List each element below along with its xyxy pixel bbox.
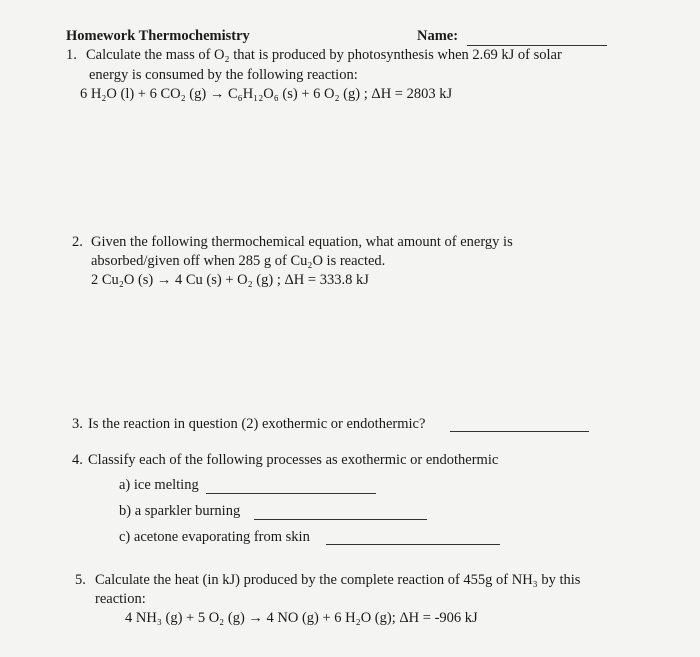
q4-item-b: b) a sparkler burning: [119, 503, 241, 519]
q1-line2: energy is consumed by the following reaction:: [89, 67, 358, 83]
q2-line1: Given the following thermochemical equation, what amount of energy is: [91, 234, 513, 250]
q4-item-a: a) ice melting: [119, 477, 199, 493]
q4-text: Classify each of the following processes as exothermic or endothermic: [88, 452, 499, 468]
q4-item-c: c) acetone evaporating from skin: [119, 529, 310, 545]
q3-number: 3.: [72, 416, 83, 432]
q3-answer-blank[interactable]: [450, 431, 589, 432]
worksheet-title: Homework Thermochemistry: [66, 28, 250, 44]
q5-line1: Calculate the heat (in kJ) produced by the complete reaction of 455g of NH₃ by this: [95, 572, 581, 588]
q5-equation: 4 NH₃ (g) + 5 O₂ (g) → 4 NO (g) + 6 H₂O (g); ΔH = -906 kJ: [125, 610, 478, 626]
q1-equation: 6 H₂O (l) + 6 CO₂ (g) → C₆H₁₂O₆ (s) + 6 O₂ (g) ; ΔH = 2803 kJ: [80, 86, 453, 102]
q1-number: 1.: [66, 47, 77, 63]
name-label: Name:: [417, 28, 459, 44]
q4-item-a-blank[interactable]: [206, 493, 376, 494]
q2-equation: 2 Cu₂O (s) → 4 Cu (s) + O₂ (g) ; ΔH = 333.8 kJ: [91, 272, 369, 288]
q3-text: Is the reaction in question (2) exothermic or endothermic?: [88, 416, 426, 432]
name-blank[interactable]: [467, 45, 607, 46]
q4-item-b-blank[interactable]: [254, 519, 427, 520]
q2-line2: absorbed/given off when 285 g of Cu₂O is reacted.: [91, 253, 386, 269]
q1-line1: Calculate the mass of O₂ that is produced by photosynthesis when 2.69 kJ of solar: [86, 47, 562, 63]
q5-number: 5.: [75, 572, 86, 588]
q5-line2: reaction:: [95, 591, 146, 607]
q2-number: 2.: [72, 234, 83, 250]
q4-item-c-blank[interactable]: [326, 544, 500, 545]
q4-number: 4.: [72, 452, 83, 468]
